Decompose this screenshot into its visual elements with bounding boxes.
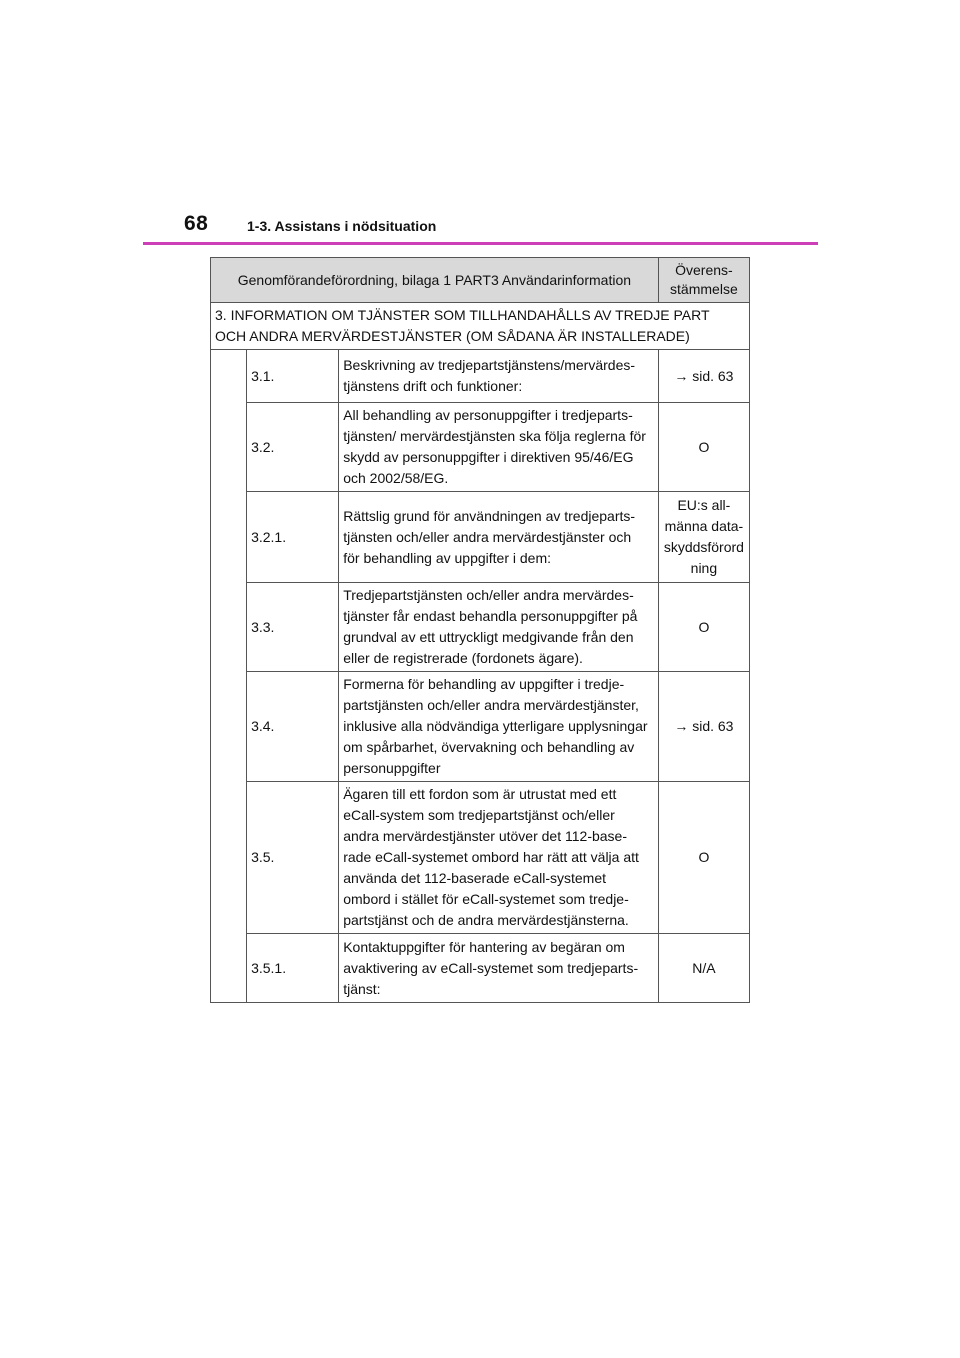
compliance-line: → sid. 63 [674,718,734,734]
description-line: tjänsten och/eller andra mervärdestjänster och [343,528,632,545]
table-row [211,350,750,403]
section-heading [211,303,750,350]
row-number: 3.5.1. [247,934,339,1003]
description-line: eCall-system som tredjepartstjänst och/eller [343,807,615,823]
table-row [211,782,750,934]
row-description [339,403,659,492]
row-description [339,583,659,672]
compliance-line: N/A [692,959,716,976]
table-row [211,934,750,1003]
row-number: 3.5. [247,782,339,934]
compliance-line: O [698,849,710,865]
description-line: Rättslig grund för användningen av tredjeparts- [343,507,636,524]
compliance-line: O [698,618,710,635]
description-line: Ägaren till ett fordon som är utrustat med ett [343,786,617,802]
description-line: personuppgifter [343,760,441,776]
description-line: tjänstens drift och funktioner: [343,378,523,394]
description-line: tjänst: [343,980,381,997]
compliance-line: → sid. 63 [674,367,734,384]
section-heading-line-1: 3. INFORMATION OM TJÄNSTER SOM TILLHANDAHÅLLS AV TREDJE PART [215,307,710,323]
information-table [210,257,750,1003]
row-compliance [658,782,749,934]
row-number: 3.2.1. [247,492,339,583]
row-description [339,672,659,782]
row-compliance [658,492,749,583]
row-description [339,782,659,934]
description-line: Tredjepartstjänsten och/eller andra mervärdes- [343,587,634,603]
row-description [339,350,659,403]
row-compliance [658,403,749,492]
description-line: avaktivering av eCall-systemet som tredjeparts- [343,959,639,976]
row-compliance [658,672,749,782]
table-row [211,492,750,583]
description-line: om spårbarhet, övervakning och behandling av [343,739,635,755]
description-line: partstjänsten och/eller andra mervärdestjänster, [343,697,639,713]
compliance-line: O [698,438,710,455]
page-number: 68 [184,212,209,235]
row-number: 3.3. [247,583,339,672]
section-heading-line-2: OCH ANDRA MERVÄRDESTJÄNSTER (OM SÅDANA ÄR INSTALLERADE) [215,328,690,344]
indent-cell [211,350,247,1003]
description-line: partstjänst och de andra mervärdestjänsterna. [343,912,629,928]
description-line: Beskrivning av tredjepartstjänstens/mervärdes- [343,357,636,373]
description-line: för behandling av uppgifter i dem: [343,549,552,566]
table-row [211,403,750,492]
description-line: tjänster får endast behandla personuppgifter på [343,608,638,624]
compliance-line: ning [690,560,718,576]
row-number: 3.2. [247,403,339,492]
description-line: Formerna för behandling av uppgifter i tredje- [343,676,625,692]
description-line: All behandling av personuppgifter i tredjeparts- [343,407,633,423]
table-header-row [211,258,750,303]
description-line: Kontaktuppgifter för hantering av begäran om [343,938,625,955]
header-rule [143,242,818,245]
compliance-header-line-2: stämmelse [670,281,738,297]
column-header-regulation: Genomförandeförordning, bilaga 1 PART3 Användarinformation [211,258,659,303]
description-line: och 2002/58/EG. [343,470,449,486]
compliance-line: männa data- [664,518,744,534]
description-line: tjänsten/ mervärdestjänsten ska följa reglerna för [343,428,646,444]
description-line: grundval av ett uttryckligt medgivande från den [343,629,634,645]
compliance-header-line-1: Överens- [675,262,733,278]
row-compliance [658,583,749,672]
row-number: 3.1. [247,350,339,403]
column-header-compliance [658,258,749,303]
description-line: andra mervärdestjänster utöver det 112-base- [343,828,627,844]
description-line: skydd av personuppgifter i direktiven 95/46/EG [343,449,634,465]
compliance-line: EU:s all- [677,497,731,513]
description-line: använda det 112-baserade eCall-systemet [343,870,607,886]
row-description [339,492,659,583]
row-compliance [658,350,749,403]
row-description [339,934,659,1003]
description-line: inklusive alla nödvändiga ytterligare upplysningar [343,718,648,734]
description-line: eller de registrerade (fordonets ägare). [343,650,583,666]
section-heading-row [211,303,750,350]
row-number: 3.4. [247,672,339,782]
description-line: ombord i stället för eCall-systemet som tredje- [343,891,629,907]
table-row [211,672,750,782]
section-title: 1-3. Assistans i nödsituation [247,218,437,234]
table-row [211,583,750,672]
description-line: rade eCall-systemet ombord har rätt att välja att [343,849,639,865]
row-compliance [658,934,749,1003]
compliance-line: skyddsförord [663,539,744,555]
